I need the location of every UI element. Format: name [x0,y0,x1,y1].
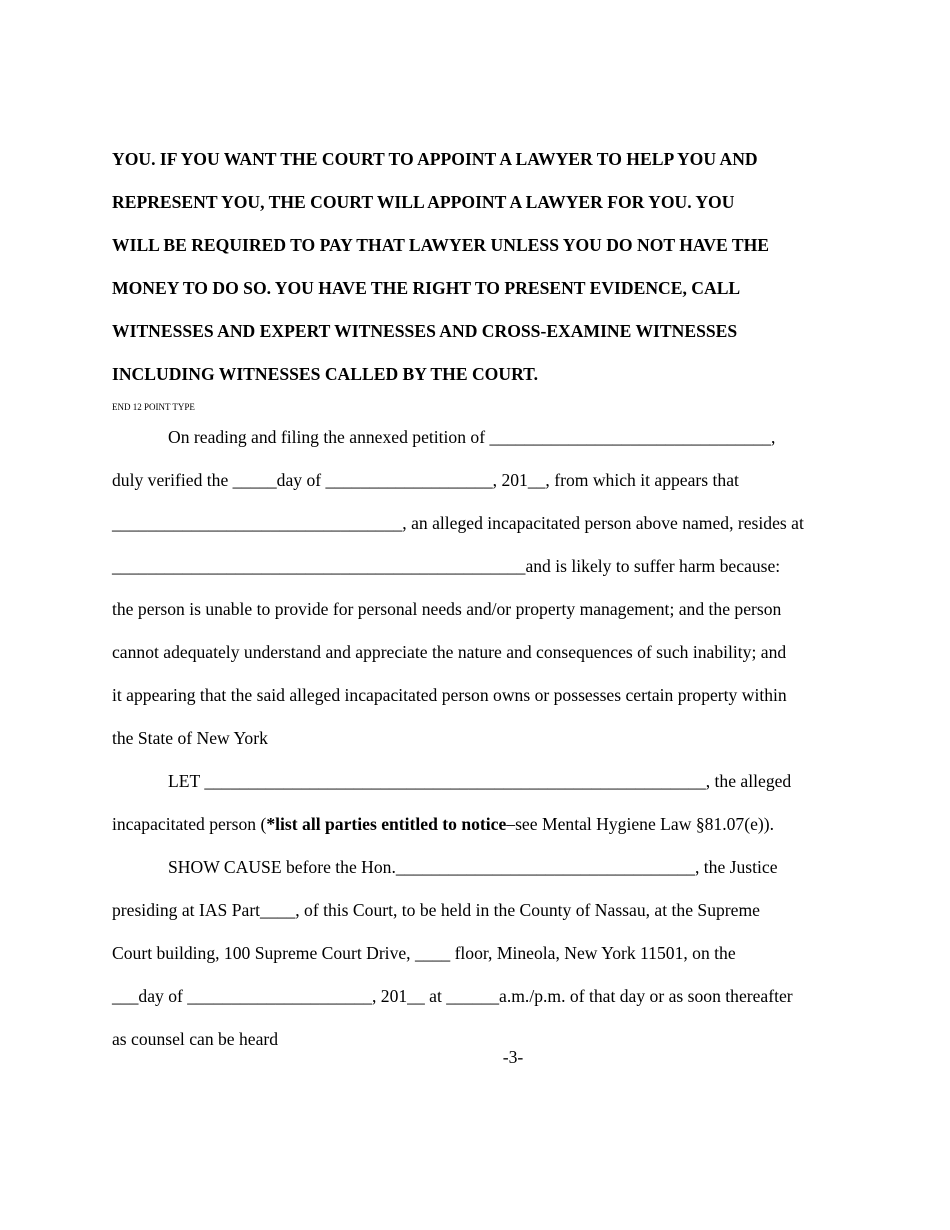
paragraph-line: as counsel can be heard [112,1029,279,1049]
paragraph-line: the person is unable to provide for personal needs and/or property management; and the person [112,599,782,619]
notice-line: INCLUDING WITNESSES CALLED BY THE COURT. [112,364,538,384]
paragraph-line: SHOW CAUSE before the Hon.__________________________________, the Justice [168,857,778,877]
paragraph-line [112,803,842,846]
paragraph-line: _________________________________, an alleged incapacitated person above named, resides at [112,513,804,533]
paragraph-line: On reading and filing the annexed petition of ________________________________, [168,427,776,447]
show-cause-paragraph [112,846,842,1061]
paragraph-line: presiding at IAS Part____, of this Court, to be held in the County of Nassau, at the Supreme [112,900,760,920]
paragraph-line: Court building, 100 Supreme Court Drive, ____ floor, Mineola, New York 11501, on the [112,943,736,963]
notice-line: WILL BE REQUIRED TO PAY THAT LAWYER UNLESS YOU DO NOT HAVE THE [112,235,770,255]
notice-parties-instruction: *list all parties entitled to notice [266,814,507,834]
petition-paragraph [112,416,842,760]
let-paragraph [112,760,842,846]
paragraph-line: ___day of _____________________, 201__ at ______a.m./p.m. of that day or as soon thereafter [112,986,793,1006]
notice-line: REPRESENT YOU, THE COURT WILL APPOINT A LAWYER FOR YOU. YOU [112,192,735,212]
paragraph-line: _______________________________________________and is likely to suffer harm because: [112,556,781,576]
notice-line: MONEY TO DO SO. YOU HAVE THE RIGHT TO PRESENT EVIDENCE, CALL [112,278,741,298]
notice-block [112,138,842,396]
notice-line: WITNESSES AND EXPERT WITNESSES AND CROSS-EXAMINE WITNESSES [112,321,738,341]
page-number: -3- [502,1047,524,1067]
paragraph-line: cannot adequately understand and appreciate the nature and consequences of such inability; and [112,642,787,662]
paragraph-line: duly verified the _____day of ___________________, 201__, from which it appears that [112,470,739,490]
paragraph-text: –see Mental Hygiene Law §81.07(e)). [506,814,775,834]
end-type-marker: END 12 POINT TYPE [112,402,195,412]
paragraph-line: it appearing that the said alleged incapacitated person owns or possesses certain property within [112,685,787,705]
paragraph-line: LET _________________________________________________________, the alleged [168,771,792,791]
notice-line: YOU. IF YOU WANT THE COURT TO APPOINT A LAWYER TO HELP YOU AND [112,149,758,169]
document-page [112,138,842,1061]
paragraph-text: incapacitated person ( [112,814,267,834]
paragraph-line: the State of New York [112,728,268,748]
